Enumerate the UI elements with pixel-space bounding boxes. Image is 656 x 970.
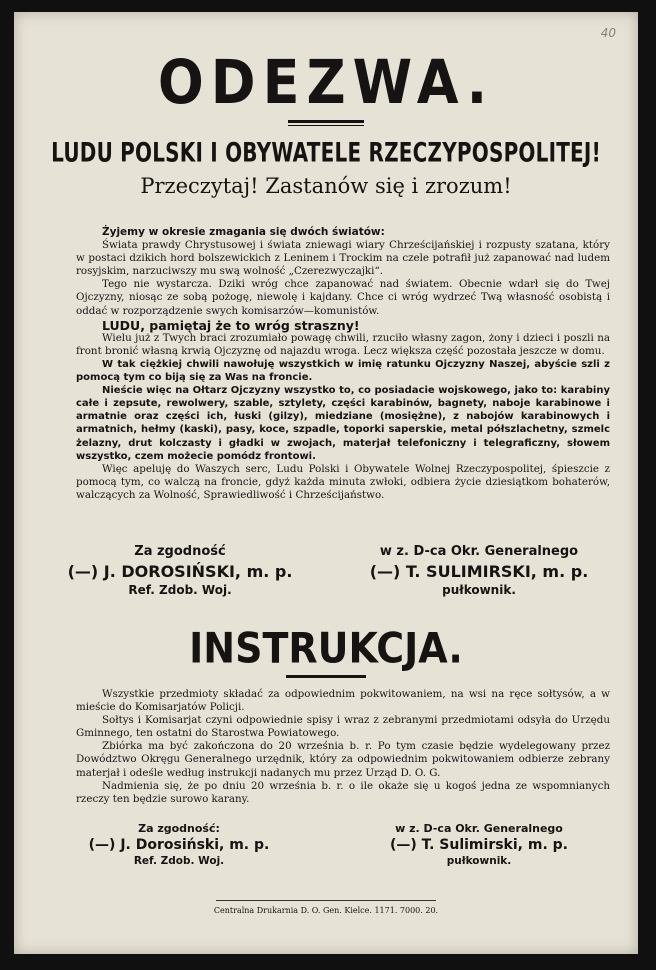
instruction-paragraph: Nadmienia się, że po dniu 20 września b. r. o ile okaże się u kogoś jedna ze wspomnianych rzeczy ten będzie surowo karany. <box>76 779 610 805</box>
printer-footer: Centralna Drukarnia D. O. Gen. Kielce. 1171. 7000. 20. <box>213 906 439 915</box>
footer-rule <box>216 900 436 901</box>
signature-name: (—) J. Dorosiński, m. p. <box>88 837 270 853</box>
paragraph-emphasis: LUDU, pamiętaj że to wróg straszny! <box>102 317 360 333</box>
poster-sheet <box>14 12 638 954</box>
title-rule <box>288 120 364 123</box>
poster-title: ODEZWA. <box>157 47 495 118</box>
signature-left-2 <box>54 822 304 867</box>
instruction-title: INSTRUKCJA. <box>189 623 463 673</box>
paragraph: Tego nie wystarcza. Dziki wróg chce zapanować nad światem. Obecnie wdarł się do Twej Ojczyzny, niosąc ze sobą pożogę, niewolę i kajdany. Chce ci wróg wydrzeć Twą własność osobistą i oddać w rozporządzenie swych komisarzów—komunistów. <box>76 278 610 317</box>
signature-role: Ref. Zdob. Woj. <box>133 855 225 867</box>
paragraph: Wielu już z Twych braci zrozumiało powagę chwili, rzuciło własny zagon, żony i dzieci i poszli na front bronić własną krwią Ojczyznę od najazdu wroga. Lecz większa część pozostała jeszcze w domu. <box>76 331 610 357</box>
signature-line: Za zgodność <box>134 544 226 559</box>
signature-name: (—) T. SULIMIRSKI, m. p. <box>369 562 589 581</box>
paragraph: Żyjemy w okresie zmagania się dwóch światów: <box>102 226 385 238</box>
subtitle: Przeczytaj! Zastanów się i zrozum! <box>140 174 512 198</box>
paragraph-bold: W tak ciężkiej chwili nawołuję wszystkich w imię ratunku Ojczyzny Naszej, abyście szli z pomocą tym co biją się za Was na froncie. <box>76 358 610 384</box>
signature-line: w z. D-ca Okr. Generalnego <box>395 822 563 835</box>
paragraph-bold: Nieście więc na Ołtarz Ojczyzny wszystko to, co posiadacie wojskowego, jako to: karabiny całe i zepsute, rewolwery, szable, sztylety, części karabinów, bagnety, naboje karabinowe i armatnie oraz części ich, łuski (gilzy), miedziane (mosiężne), z nabojów karabinowych i armatnich, hełmy (kaski), pasy, koce, szpadle, toporki saperskie, metal półszlachetny, szmelc żelazny, drut kolczasty i gładki w zwojach, materjał telefoniczny i telegraficzny, słowem wszystko, czem możecie pomódz frontowi. <box>76 385 610 462</box>
signature-right <box>344 544 614 597</box>
instruction-rule <box>286 675 366 678</box>
signature-name: (—) J. DOROSIŃSKI, m. p. <box>67 562 293 581</box>
pencil-mark: 40 <box>600 26 616 40</box>
signature-line: Za zgodność: <box>138 822 220 835</box>
instruction-text <box>76 688 610 806</box>
signature-role: pułkownik. <box>446 855 512 867</box>
signature-name: (—) T. Sulimirski, m. p. <box>390 837 568 853</box>
headline: LUDU POLSKI I OBYWATELE RZECZYPOSPOLITEJ! <box>51 135 601 169</box>
paragraph: Świata prawdy Chrystusowej i świata zniewagi wiary Chrześcijańskiej i rozpusty szatana, który w postaci dzikich hord bolszewickich z Leninem i Trockim na czele potrafił już zapanować nad ludem rosyjskim, narzuciwszy mu swą wolność „Czerezwyczajki“. <box>76 239 610 278</box>
appeal-text <box>76 226 610 502</box>
instruction-paragraph: Zbiórka ma być zakończona do 20 września b. r. Po tym czasie będzie wydelegowany przez Dowództwo Okręgu Generalnego urzędnik, który za odpowiednim pokwitowaniem odbierze zebrany materjał i odeśle według instrukcji nadanych mu przez Urząd D. O. G. <box>76 740 610 779</box>
title-rule-thin <box>288 125 364 126</box>
instruction-paragraph: Sołtys i Komisarjat czyni odpowiednie spisy i wraz z zebranymi przedmiotami odsyła do Urzędu Gminnego, ten ostatni do Starostwa Powiatowego. <box>76 714 610 740</box>
signature-role: pułkownik. <box>442 583 516 597</box>
signature-right-2 <box>344 822 614 867</box>
signature-role: Ref. Zdob. Woj. <box>128 583 232 597</box>
signature-left <box>50 544 310 597</box>
signature-line: w z. D-ca Okr. Generalnego <box>379 544 579 559</box>
paragraph: Więc apeluję do Waszych serc, Ludu Polski i Obywatele Wolnej Rzeczypospolitej, śpieszcie z pomocą tym, co walczą na froncie, gdyż każda minuta zwłoki, odbiera życie dziesiątkom bohaterów, walczących za Wolność, Sprawiedliwość i Chrześcijaństwo. <box>76 462 610 501</box>
instruction-paragraph: Wszystkie przedmioty składać za odpowiednim pokwitowaniem, na wsi na ręce sołtysów, a w mieście do Komisarjatów Policji. <box>76 688 610 714</box>
